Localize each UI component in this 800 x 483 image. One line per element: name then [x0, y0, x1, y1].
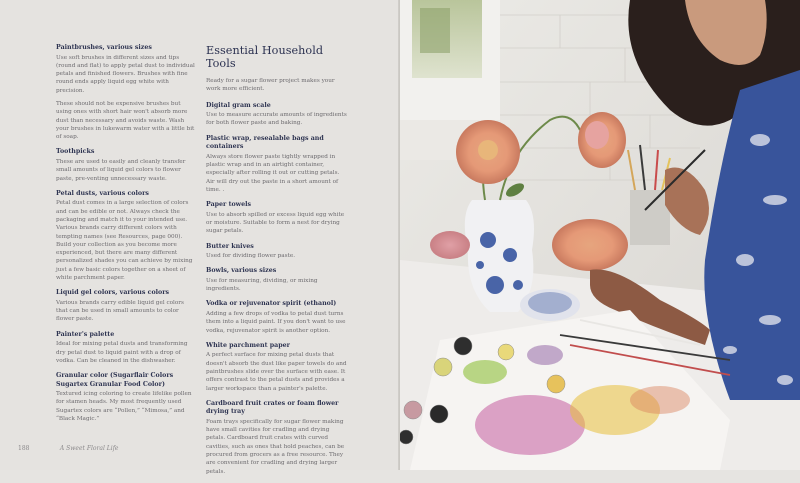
section-body: Various brands carry edible liquid gel colors that can be used in small amounts to color flower paste. [56, 299, 184, 323]
page-heading: Essential Household Tools [206, 44, 324, 70]
section-title: Digital gram scale [206, 101, 271, 109]
right-column [206, 44, 348, 483]
section-body: Always store flower paste tightly wrapped in plastic wrap and in an airtight container, especially after rolling it out or cutting petals. Air will dry out the paste in a short amount of time. . [206, 153, 340, 193]
running-title: A Sweet Floral Life [59, 445, 119, 452]
section-title: Paintbrushes, various sizes [56, 44, 152, 51]
section-title: Toothpicks [56, 148, 95, 156]
section-body: Foam trays specifically for sugar flower making have small cavities for cradling and drying petals. Cardboard fruit crates with curved cavities, such as ones that hold peaches, can be procured from grocers as a free resource. They are convenient for cradling and drying larger petals. [206, 418, 345, 475]
section-title: Cardboard fruit crates or foam flower drying tray [206, 399, 339, 416]
section-body: Used for dividing flower paste. [206, 253, 296, 260]
intro-text: Ready for a sugar flower project makes your work more efficient. [206, 78, 335, 93]
section-title: Liquid gel colors, various colors [56, 289, 170, 297]
section-plastic-wrap [206, 135, 348, 194]
section-body: Use to absorb spilled or excess liquid egg white or moisture. Suitable to form a nest for drying sugar petals. [206, 211, 345, 235]
photo-illustration [400, 0, 800, 470]
left-column [56, 44, 196, 430]
page-footer [18, 445, 118, 452]
section-body: Petal dust comes in a large selection of colors and can be edible or not. Always check the packaging and match it to your intended use. Various brands carry different colors with tempting names (see Resources, page 000). Build your collection as you become more experienced, but there are many different personalized shades you can achieve by mixing just a few basic colors together on a sheet of white parchment paper. [56, 200, 193, 282]
photo-woman-painting-sugar-flowers [400, 0, 800, 470]
section-paper-towels [206, 201, 348, 235]
section-body: A perfect surface for mixing petal dusts that doesn't absorb the dust like paper towels do and paintbrushes slide over the surface with ease. It offers contrast to the petal dusts and provides a larger workspace than a painter's palette. [206, 352, 347, 392]
left-page [0, 0, 400, 475]
section-body: Textured icing coloring to create lifelike pollen for stamen heads. My most frequently used Sugartex colors are “Pollen,” “Mimosa,” and “Black Magic.” [56, 391, 192, 422]
section-title: Butter knives [206, 242, 254, 250]
section-toothpicks [56, 148, 196, 182]
section-butter-knives [206, 243, 348, 261]
section-drying-tray [206, 400, 348, 476]
section-title: Paper towels [206, 201, 252, 209]
section-body: Use for measuring, dividing, or mixing ingredients. [206, 277, 318, 293]
section-title: Vodka or rejuvenator spirit (ethanol) [206, 300, 337, 308]
section-title: Painter's palette [56, 330, 115, 338]
section-title: Bowls, various sizes [206, 267, 277, 275]
section-bowls [206, 267, 348, 293]
section-body: Use to measure accurate amounts of ingredients for both flower paste and baking. [206, 112, 347, 127]
section-title: Plastic wrap, resealable bags and containers [206, 134, 324, 151]
section-body: Adding a few drops of vodka to petal dust turns them into a liquid paint. If you don't want to use vodka, rejuvenator spirit is another option. [206, 310, 346, 334]
section-parchment-paper [206, 342, 348, 393]
section-title: White parchment paper [206, 341, 290, 349]
section-body: These should not be expensive brushes but using ones with short hair won't absorb more dust than necessary and avoids waste. Wash your brushes in lukewarm water with a little bit of soap. [56, 100, 195, 141]
section-body: These are used to easily and cleanly transfer small amounts of liquid gel colors to flower paste, pre-venting unnecessary waste. [56, 158, 186, 182]
section-petal-dusts [56, 190, 196, 282]
section-body: Ideal for mixing petal dusts and transforming dry petal dust to liquid paint with a drop of vodka. Can be cleaned in the dishwasher. [56, 341, 188, 364]
section-paintbrushes [56, 44, 196, 141]
section-painters-palette [56, 331, 196, 365]
section-granular-color [56, 372, 196, 423]
section-vodka [206, 300, 348, 334]
page-number: 188 [18, 445, 30, 452]
section-title: Petal dusts, various colors [56, 189, 149, 197]
section-gram-scale [206, 102, 348, 128]
section-title: Granular color (Sugarflair Colors Sugartex Granular Food Color) [56, 372, 174, 388]
section-liquid-gel-colors [56, 289, 196, 323]
section-body: Use soft brushes in different sizes and tips (round and flat) to apply petal dust to individual petals and finished flowers. Brushes with fine round ends apply liquid egg white with precision. [56, 54, 195, 94]
